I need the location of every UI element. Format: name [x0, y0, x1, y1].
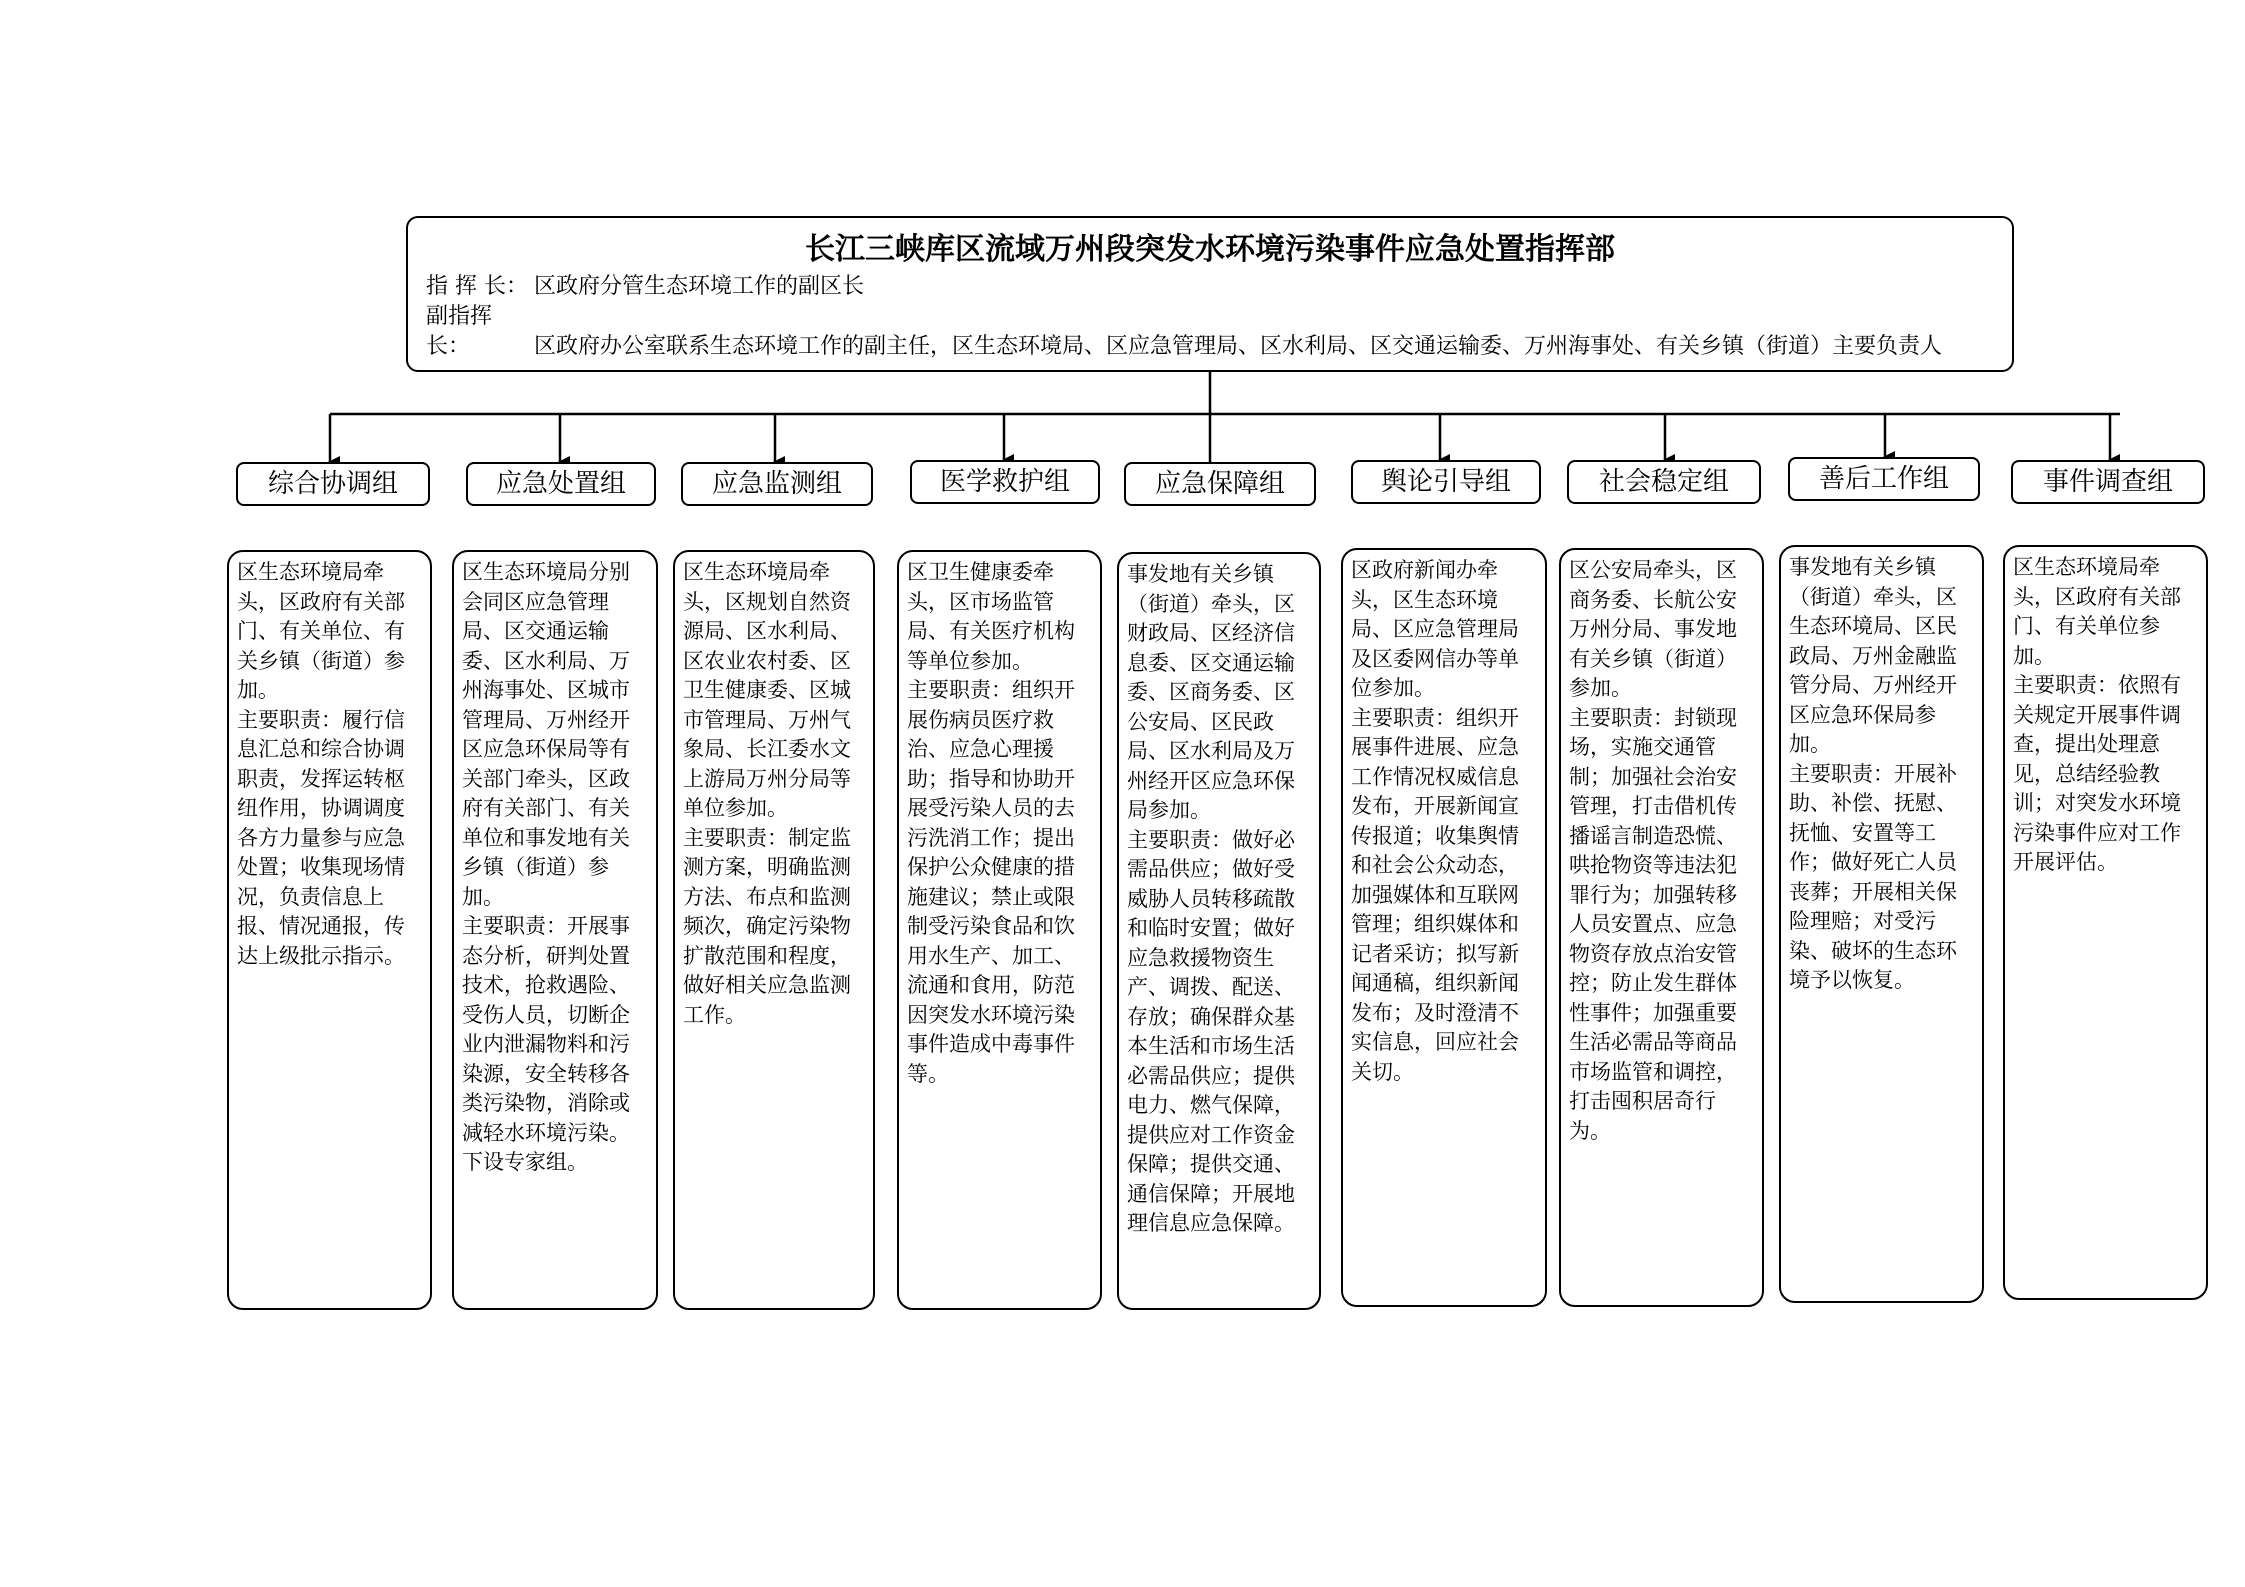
headquarters-box [406, 216, 2014, 372]
group-name-monitoring: 应急监测组 [681, 462, 873, 506]
deputy-line [414, 302, 2006, 362]
group-name-medical: 医学救护组 [910, 460, 1100, 504]
group-name-public-opinion: 舆论引导组 [1351, 460, 1541, 504]
group-lead-social-stability: 区公安局牵头，区商务委、长航公安万州分局、事发地有关乡镇（街道）参加。 [1569, 558, 1737, 700]
deputy-label: 副指挥长： [426, 304, 493, 359]
group-name-aftermath: 善后工作组 [1788, 457, 1980, 501]
group-lead-emergency-response: 区生态环境局分别会同区应急管理局、区交通运输委、区水利局、万州海事处、区城市管理局、万州经开区应急环保局等有关部门牵头，区政府有关部门、有关单位和事发地有关乡镇（街道）参加。 [462, 560, 630, 909]
group-duties-public-opinion: 主要职责：组织开展事件进展、应急工作情况权威信息发布，开展新闻宣传报道；收集舆情和社会公众动态，加强媒体和互联网管理；组织媒体和记者采访；拟写新闻通稿，组织新闻发布；及时澄清不实信息，回应社会关切。 [1351, 705, 1519, 1084]
group-name-support: 应急保障组 [1124, 462, 1316, 506]
group-lead-support: 事发地有关乡镇（街道）牵头，区财政局、区经济信息委、区交通运输委、区商务委、区公安局、区民政局、区水利局及万州经开区应急环保局参加。 [1127, 562, 1295, 822]
group-box-aftermath [1779, 545, 1984, 1303]
group-name-comprehensive: 综合协调组 [236, 462, 430, 506]
group-name-social-stability: 社会稳定组 [1567, 460, 1761, 504]
headquarters-title: 长江三峡库区流域万州段突发水环境污染事件应急处置指挥部 [805, 232, 1615, 267]
group-duties-support: 主要职责：做好必需品供应；做好受威胁人员转移疏散和临时安置；做好应急救援物资生产、调拨、配送、存放；确保群众基本生活和市场生活必需品供应；提供电力、燃气保障，提供应对工作资金保障；提供交通、通信保障；开展地理信息应急保障。 [1127, 827, 1295, 1235]
group-name-emergency-response: 应急处置组 [466, 462, 656, 506]
group-duties-monitoring: 主要职责：制定监测方案，明确监测方法、布点和监测频次，确定污染物扩散范围和程度，做好相关应急监测工作。 [683, 825, 851, 1027]
group-duties-investigation: 主要职责：依照有关规定开展事件调查，提出处理意见，总结经验教训；对突发水环境污染事件应对工作开展评估。 [2013, 673, 2181, 874]
deputy-text: 区政府办公室联系生态环境工作的副主任，区生态环境局、区应急管理局、区水利局、区交通运输委、万州海事处、有关乡镇（街道）主要负责人 [534, 334, 1943, 359]
commander-label: 指 挥 长： [426, 274, 528, 299]
group-lead-public-opinion: 区政府新闻办牵头，区生态环境局、区应急管理局及区委网信办等单位参加。 [1351, 558, 1519, 700]
group-box-support [1117, 552, 1321, 1310]
group-duties-aftermath: 主要职责：开展补助、补偿、抚慰、抚恤、安置等工作；做好死亡人员丧葬；开展相关保险理赔；对受污染、破坏的生态环境予以恢复。 [1789, 761, 1957, 992]
group-box-investigation [2003, 545, 2208, 1300]
group-duties-comprehensive: 主要职责：履行信息汇总和综合协调职责，发挥运转枢纽作用，协调调度各方力量参与应急处置；收集现场情况，负责信息上报、情况通报，传达上级批示指示。 [237, 707, 405, 968]
group-box-comprehensive [227, 550, 432, 1310]
group-duties-social-stability: 主要职责：封锁现场，实施交通管制；加强社会治安管理，打击借机传播谣言制造恐慌、哄抢物资等违法犯罪行为；加强转移人员安置点、应急物资存放点治安管控；防止发生群体性事件；加强重要生活必需品等商品市场监管和调控，打击囤积居奇行为。 [1569, 705, 1737, 1143]
group-lead-investigation: 区生态环境局牵头，区政府有关部门、有关单位参加。 [2013, 555, 2181, 668]
group-lead-monitoring: 区生态环境局牵头，区规划自然资源局、区水利局、区农业农村委、区卫生健康委、区城市管理局、万州气象局、长江委水文上游局万州分局等单位参加。 [683, 560, 851, 820]
group-lead-aftermath: 事发地有关乡镇（街道）牵头，区生态环境局、区民政局、万州金融监管分局、万州经开区应急环保局参加。 [1789, 555, 1957, 756]
commander-line [414, 272, 2006, 302]
group-lead-comprehensive: 区生态环境局牵头，区政府有关部门、有关单位、有关乡镇（街道）参加。 [237, 560, 405, 702]
group-name-investigation: 事件调查组 [2011, 460, 2205, 504]
group-duties-emergency-response: 主要职责：开展事态分析，研判处置技术，抢救遇险、受伤人员，切断企业内泄漏物料和污染源，安全转移各类污染物，消除或减轻水环境污染。下设专家组。 [462, 914, 630, 1174]
group-box-social-stability [1559, 548, 1764, 1307]
group-box-monitoring [673, 550, 875, 1310]
group-box-medical [897, 550, 1102, 1310]
group-lead-medical: 区卫生健康委牵头，区市场监管局、有关医疗机构等单位参加。 [907, 560, 1075, 673]
group-duties-medical: 主要职责：组织开展伤病员医疗救治、应急心理援助；指导和协助开展受污染人员的去污洗消工作；提出保护公众健康的措施建议；禁止或限制受污染食品和饮用水生产、加工、流通和食用，防范因突发水环境污染事件造成中毒事件等。 [907, 678, 1075, 1086]
commander-text: 区政府分管生态环境工作的副区长 [534, 274, 865, 299]
group-box-emergency-response [452, 550, 658, 1310]
group-box-public-opinion [1341, 548, 1547, 1307]
